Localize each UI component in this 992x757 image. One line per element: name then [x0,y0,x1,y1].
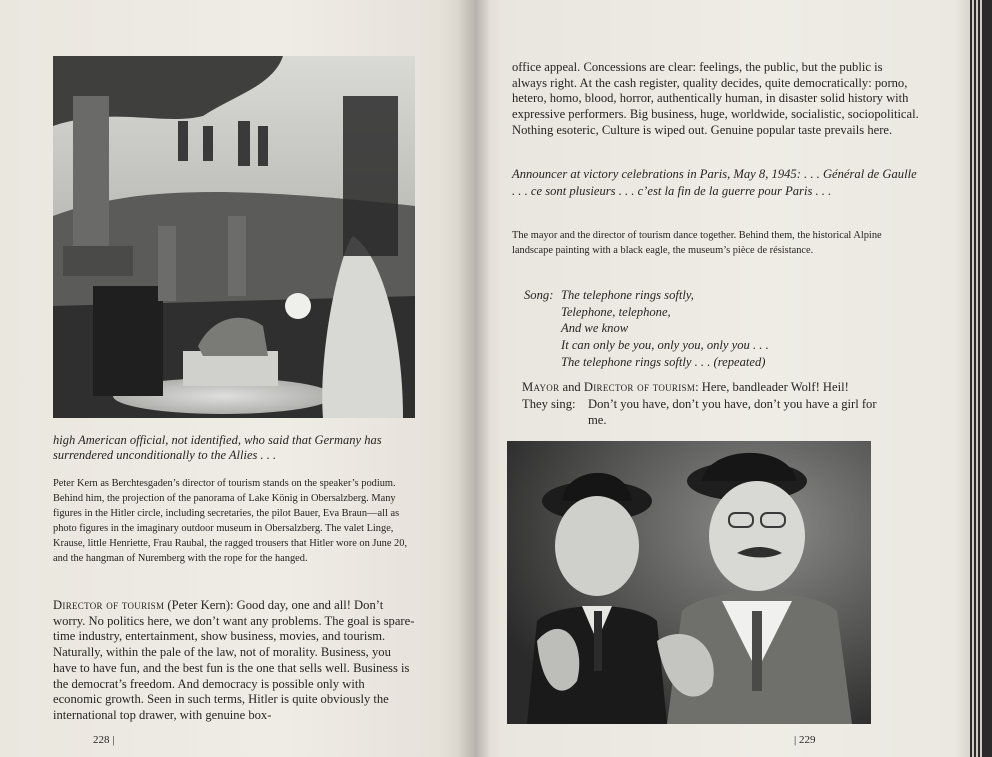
left-page [0,0,472,757]
song-block [524,287,924,371]
dance-stage-direction: The mayor and the director of tourism dance together. Behind them, the historical Alpine landscape painting with a black eagle, the museum’s pièce de résistance. [512,230,882,257]
song-line-3: And we know [561,321,629,336]
speech-text: (Peter Kern): Good day, one and all! Don’t worry. No politics here, we don’t want any problems. The goal is spare-time industry, entertainment, show business, movies, and tourism. Naturally, within the pale of the law, not of morality. Business, you have to have fun, and the best fun is the one that sells well. Business is the democrat’s freedom. And democracy is possible only with economic growth. Seen in such terms, Hitler is quite obviously the international top drawer, with genuine box- [53,598,415,723]
stage-direction: Peter Kern as Berchtesgaden’s director of tourism stands on the speaker’s podium. Behind him, the projection of the panorama of Lake König in Obersalzberg. Many figures in the Hitler circle, including secretaries, the pilot Bauer, Eva Braun—all as photo figures in the imaginary outdoor museum in Obersalzberg. The valet Linge, Krause, little Henriette, Frau Raubal, the ragged trousers that Hitler wore on June 20, and the hangman of Nuremberg with the rope for the hanged. [53,478,408,565]
dialogue-and: and [559,380,584,394]
mayor-dialogue [522,380,930,396]
page-edge-line-2 [976,0,978,757]
page-number-left: 228 | [93,734,115,746]
announcer-text: Announcer at victory celebrations in Paris, May 8, 1945: . . . Général de Gaulle . . . ce sont plusieurs . . . c’est la fin de la guerre pour Paris . . . [512,167,917,198]
two-men-photo-graphic [507,441,871,724]
sing-text: Don’t you have, don’t you have, don’t you have a girl for me. [588,397,877,427]
page-number-right: | 229 [794,734,816,746]
dialogue-text: : Here, bandleader Wolf! Heil! [695,380,849,394]
speaker-mayor: Mayor [522,380,560,394]
sing-block [522,397,922,428]
song-line-1: The telephone rings softly, [561,288,694,302]
speaker-name: Director of tourism [53,598,165,612]
page-edge-line-1 [972,0,974,757]
two-men-photo [507,441,871,724]
right-page [472,0,970,757]
sing-label: They sing: [522,397,576,411]
photo-caption: high American official, not identified, who said that Germany has surrendered unconditionally to the Allies . . . [53,433,382,462]
stage-photo [53,56,415,418]
speaker-director: Director of tourism [583,380,696,394]
page-edge [970,0,992,757]
stage-photo-graphic [53,56,415,418]
song-line-2: Telephone, telephone, [561,304,671,319]
director-speech [53,598,416,724]
song-line-5: The telephone rings softly . . . (repeated) [561,354,766,369]
song-label: Song: [524,288,554,302]
continuation-text: office appeal. Concessions are clear: feelings, the public, but the public is always right. At the cash register, quality decides, quite democratically: porno, hetero, homo, blood, horror, authentically human, in disaster solid history with expressive performers. Big business, huge, worldwide, socialistic, sociopolitical. Nothing esoteric, Culture is wiped out. Genuine popular taste prevails here. [512,60,919,137]
song-line-4: It can only be you, only you, only you . . . [561,338,769,353]
page-edge-line-3 [980,0,982,757]
